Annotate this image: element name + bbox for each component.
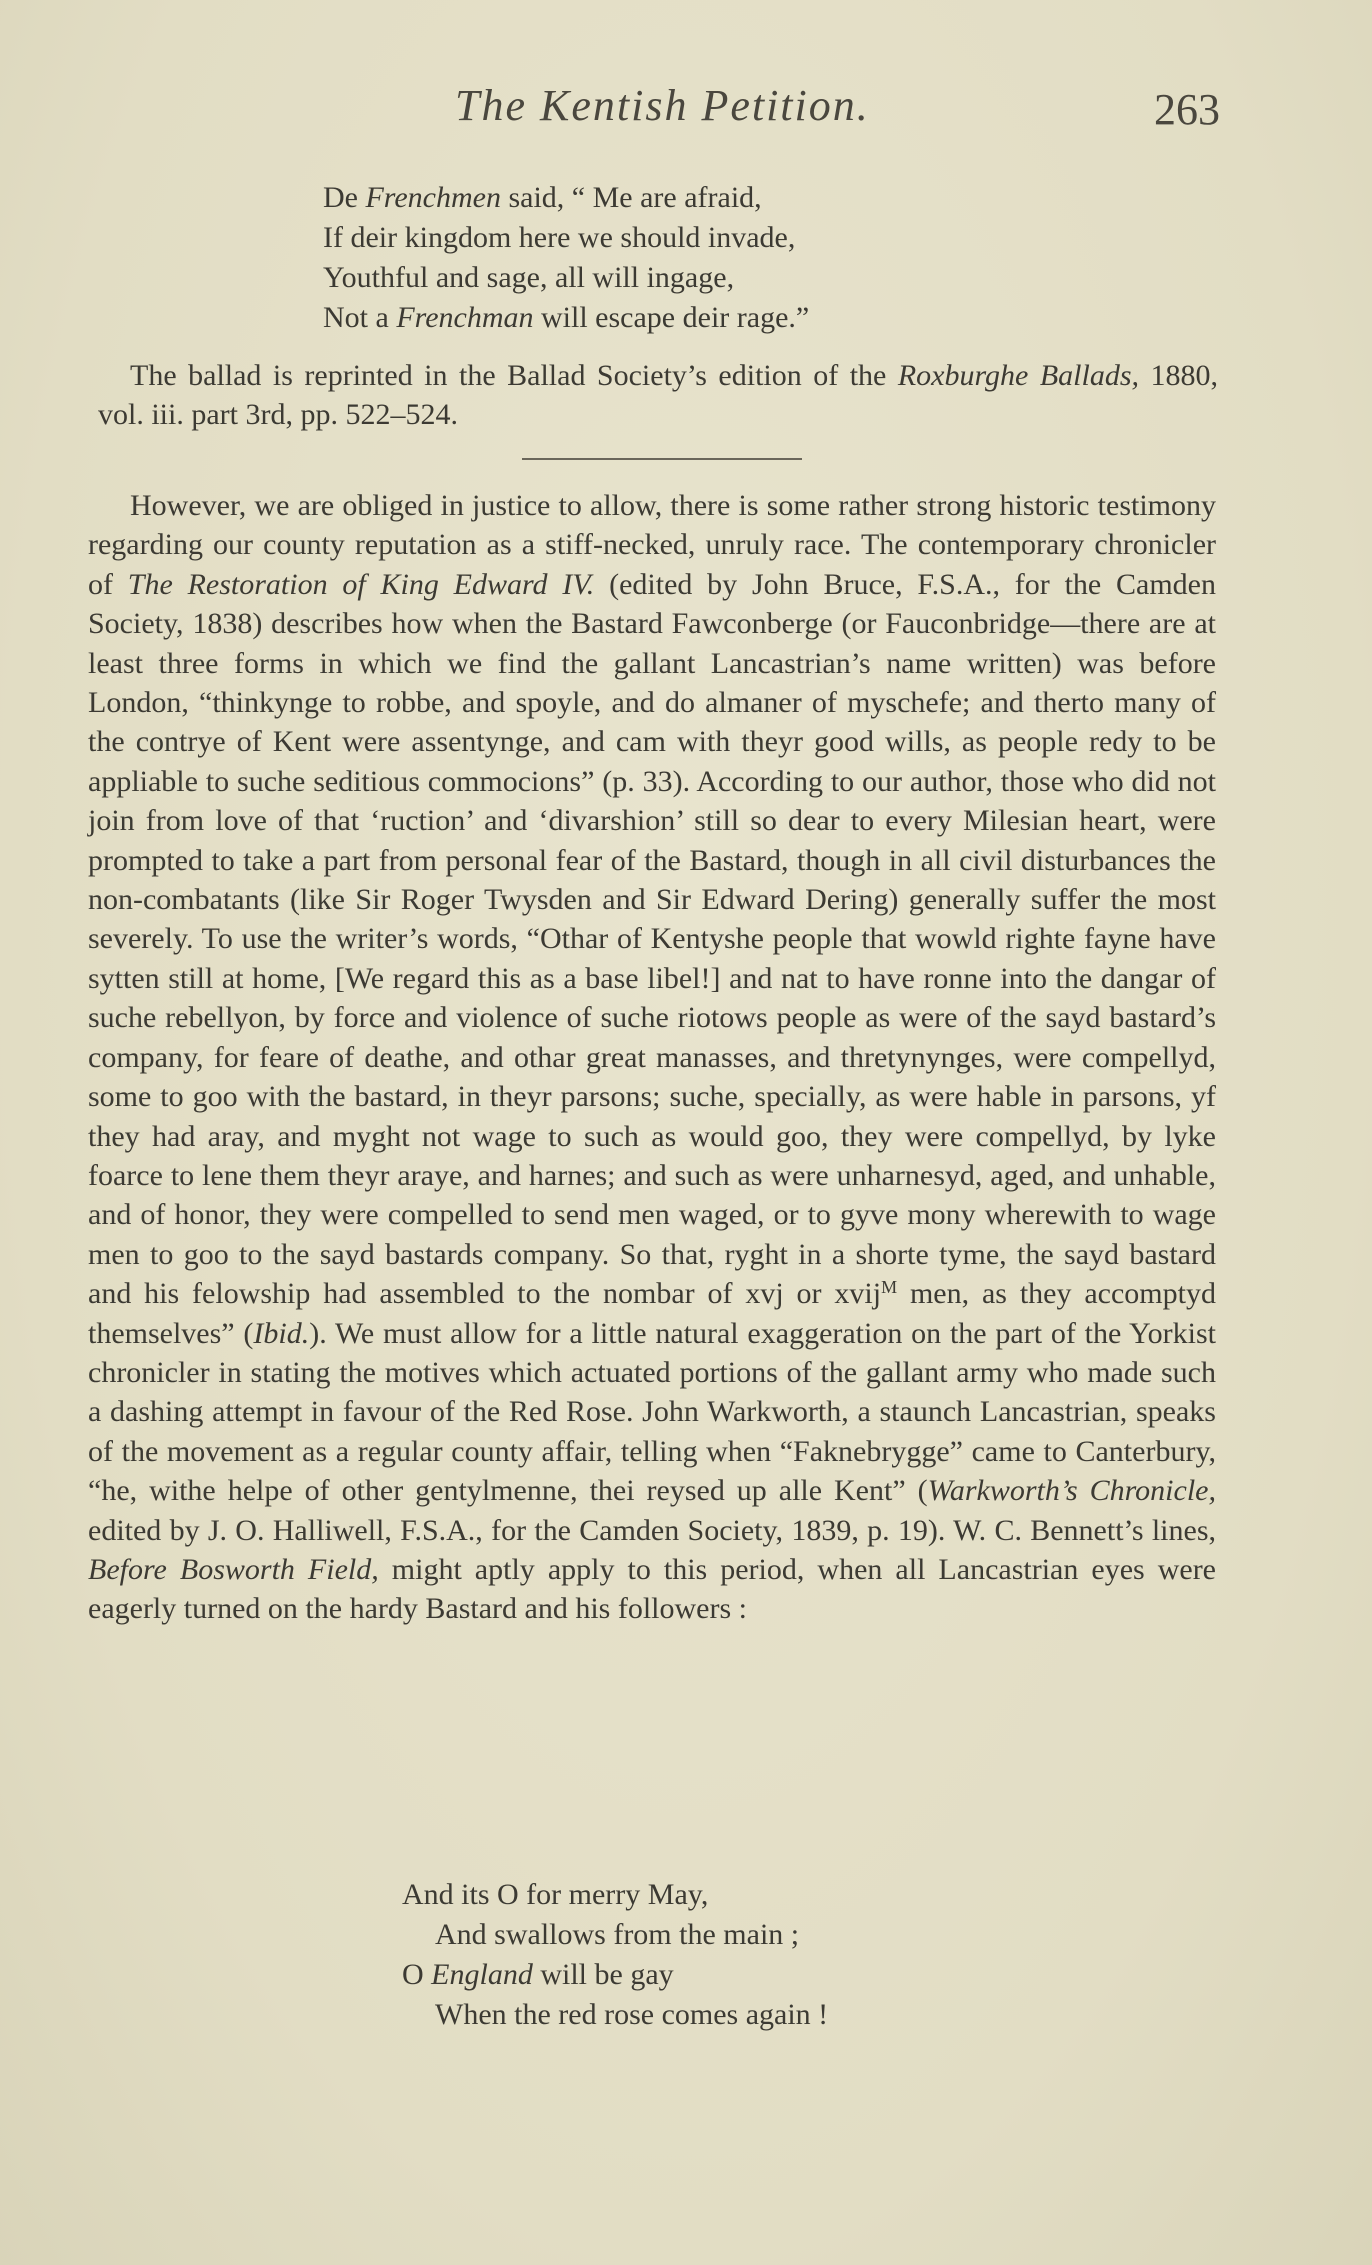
verse-line: De Frenchmen said, “ Me are afraid, — [323, 181, 762, 214]
main-paragraph: However, we are obliged in justice to allow, there is some rather strong historic testimony regarding our county reputation as a stiff-necked, unruly race. The contemporary chronicler of The Restoration of King Edward IV. (edited by John Bruce, F.S.A., for the Camden Society, 1838) describes how when the Bastard Fawconberge (or Fauconbridge—there are at least three forms in which we find the gallant Lancastrian’s name written) was before London, “thinkynge to robbe, and spoyle, and do almaner of myschefe; and therto many of the contrye of Kent were assentynge, and cam with theyr good wills, as people redy to be appliable to suche seditious commocions” (p. 33). According to our author, those who did not join from love of that ‘ruction’ and ‘divarshion’ still so dear to every Milesian heart, were prompted to take a part from personal fear of the Bastard, though in all civil disturbances the non-combatants (like Sir Roger Twysden and Sir Edward Dering) generally suffer the most severely. To use the writer’s words, “Othar of Kentyshe people that wowld righte fayne have sytten still at home, [We regard this as a base libel!] and nat to have ronne into the dangar of suche rebellyon, by force and violence of suche riotows people as were of the sayd bastard’s company, for feare of deathe, and othar great manasses, and thretynynges, were compellyd, some to goo with the bastard, in theyr parsons; suche, specially, as were hable in parsons, yf they had aray, and myght not wage to such as would goo, they were compellyd, by lyke foarce to lene them theyr araye, and harnes; and such as were unharnesyd, aged, and unhable, and of honor, they were compelled to send men waged, or to gyve mony wherewith to wage men to goo to the sayd bastards company. So that, ryght in a shorte tyme, the sayd bastard and his felowship had assembled to the nombar of xvj or xvij$^M$ men, as they accomptyd themselves” (Ibid.). We must allow for a little natural exaggeration on the part of the Yorkist chronicler in stating the motives which actuated portions of the gallant army who made such a dashing attempt in favour of the Red Rose. John Warkworth, a staunch Lancastrian, speaks of the movement as a regular county affair, telling when “Faknebrygge” came to Canterbury, “he, withe helpe of other gentylmenne, thei reysed up alle Kent” (Warkworth’s Chronicle, edited by J. O. Halliwell, F.S.A., for the Camden Society, 1839, p. 19). W. C. Bennett’s lines, Before Bosworth Field, might aptly apply to this period, when all Lancastrian eyes were eagerly turned on the hardy Bastard and his followers : — [88, 489, 1216, 1626]
section-divider — [522, 458, 802, 460]
verse-line: O England will be gay — [402, 1958, 674, 1991]
verse-line: When the red rose comes again ! — [435, 1998, 829, 2031]
verse-line: And swallows from the main ; — [435, 1918, 800, 1951]
page-number: 263 — [1154, 85, 1220, 134]
page-header — [90, 80, 1220, 140]
opening-verse — [323, 178, 809, 338]
running-title: The Kentish Petition. — [455, 81, 870, 130]
ballad-reference-paragraph: The ballad is reprinted in the Ballad Society’s edition of the Roxburghe Ballads, 1880, vol. iii. part 3rd, pp. 522–524. — [98, 359, 1219, 432]
closing-verse — [402, 1875, 828, 2035]
verse-line: And its O for merry May, — [402, 1878, 709, 1911]
verse-line: Not a Frenchman will escape deir rage.” — [323, 301, 810, 334]
verse-line: Youthful and sage, all will ingage, — [323, 261, 735, 294]
verse-line: If deir kingdom here we should invade, — [323, 221, 796, 254]
